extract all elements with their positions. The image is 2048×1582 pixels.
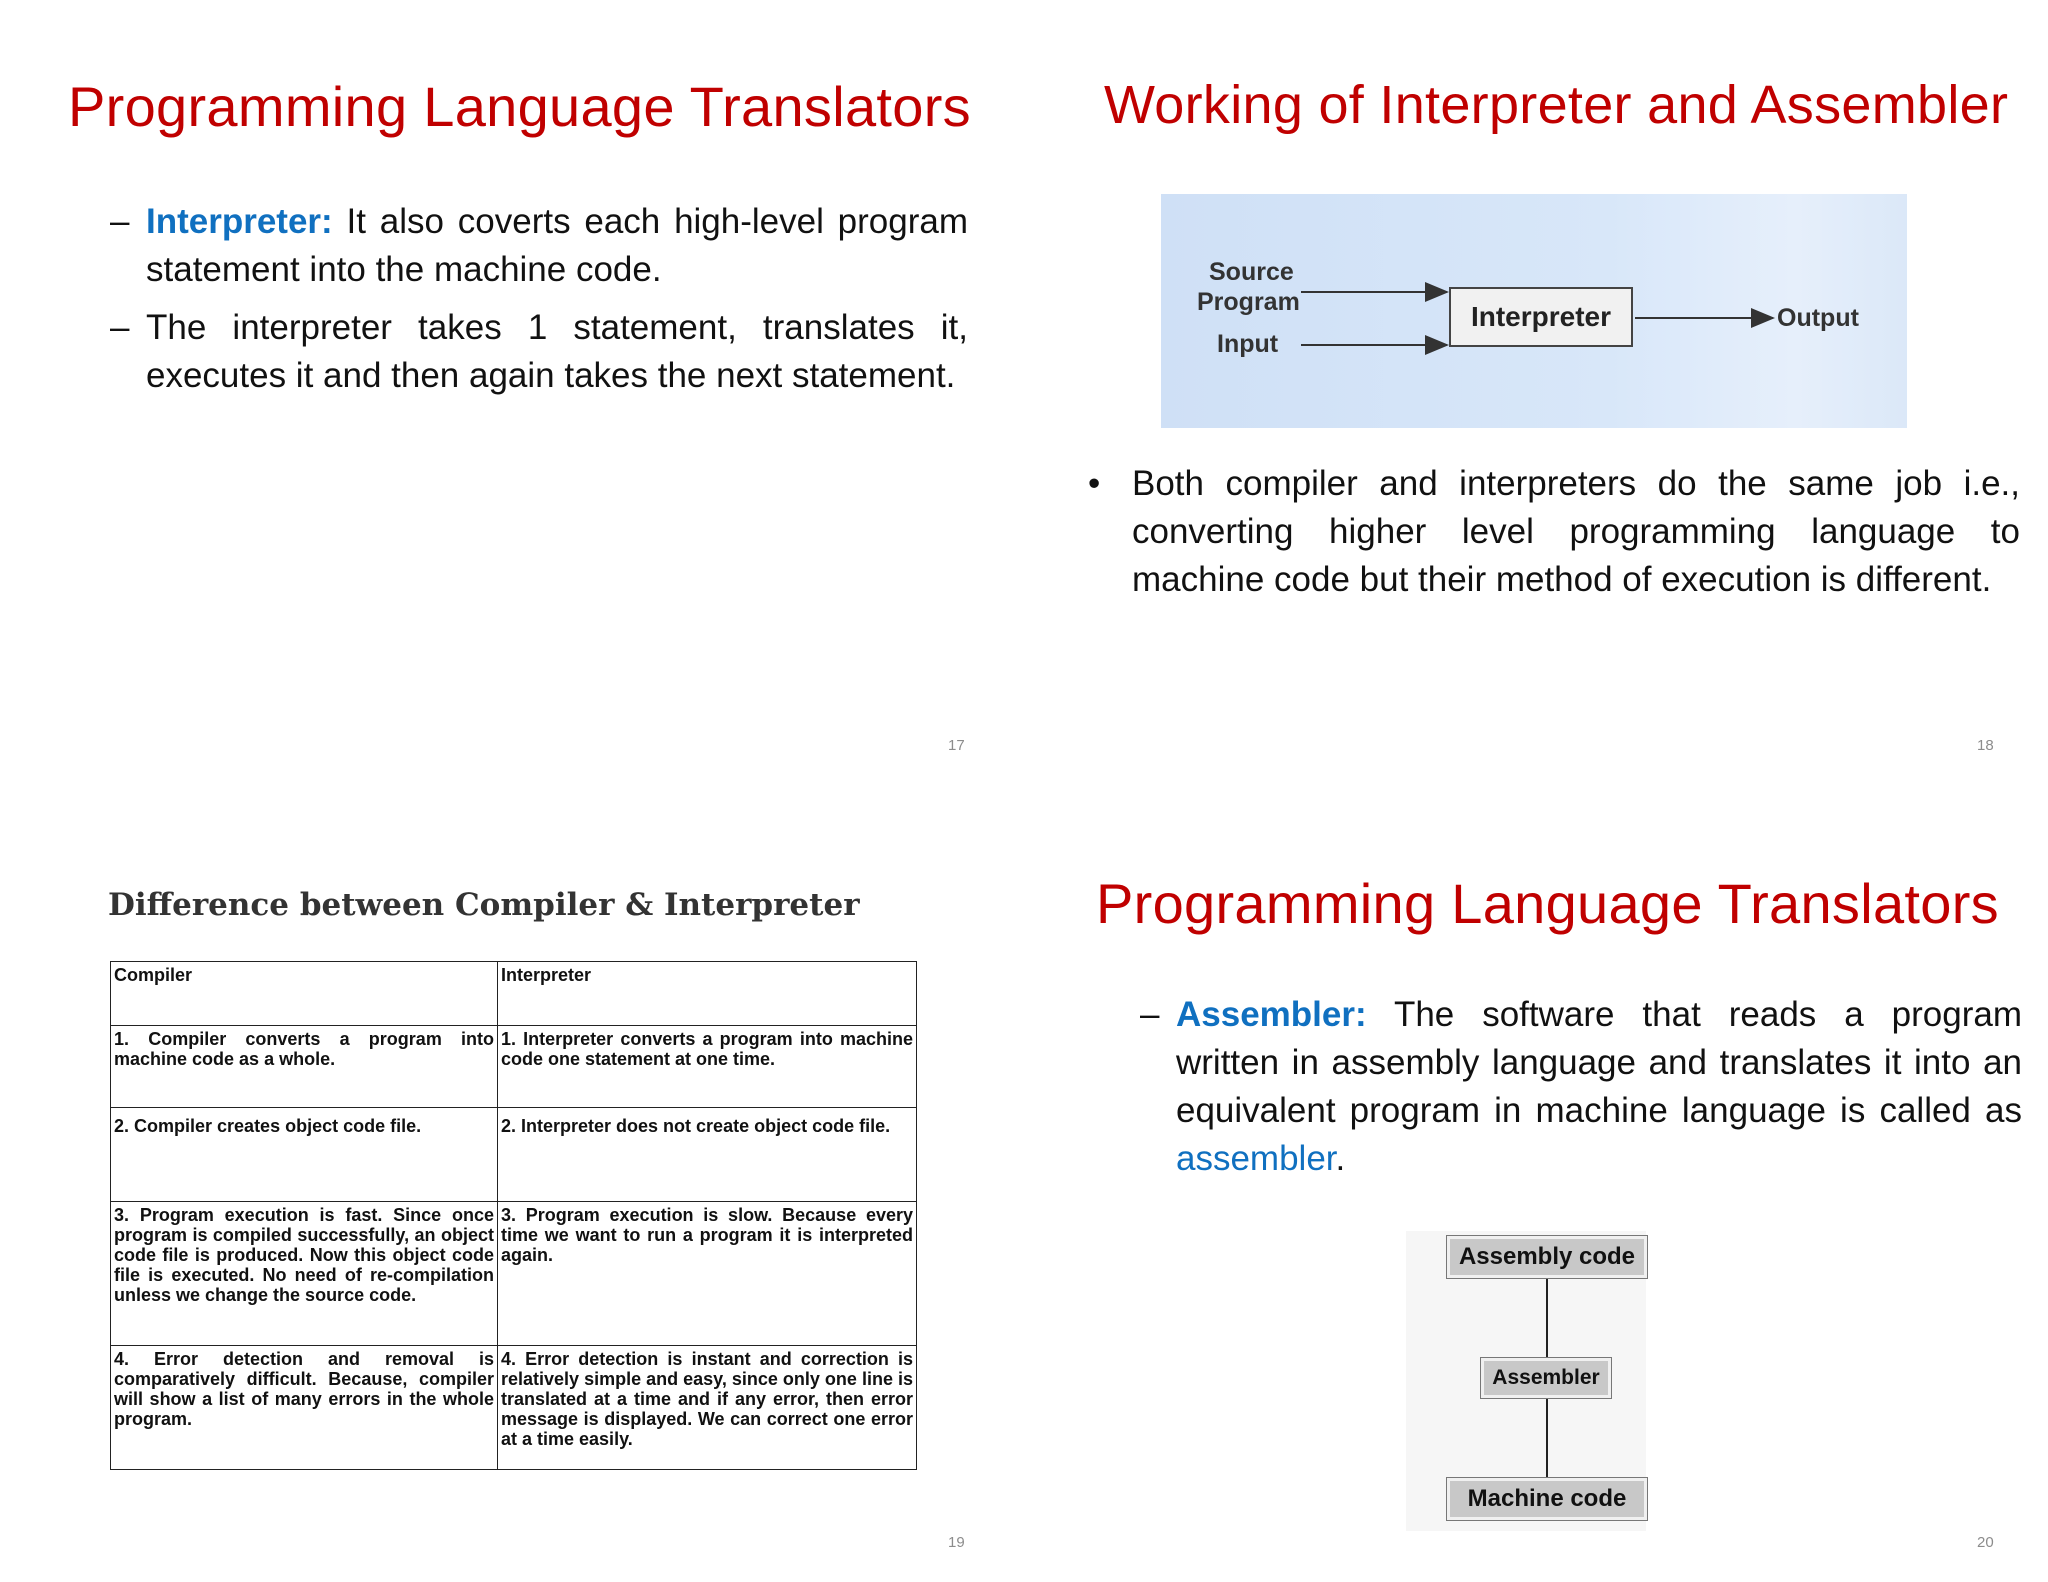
assembler-link[interactable]: assembler bbox=[1176, 1139, 1336, 1178]
item-tail: . bbox=[1335, 1139, 1346, 1178]
page-number: 17 bbox=[948, 737, 965, 754]
header-compiler: Compiler bbox=[111, 962, 498, 1026]
dash-marker: – bbox=[110, 202, 130, 241]
item-text: The software that reads a program written in assembly language and translates it into an equivalent program in machine language is called as bbox=[1176, 995, 2022, 1130]
assembler-box: Assembler bbox=[1480, 1357, 1612, 1399]
page-number: 18 bbox=[1977, 737, 1994, 754]
machine-code-box: Machine code bbox=[1446, 1477, 1648, 1521]
list-item bbox=[110, 198, 968, 294]
table-cell: 3. Program execution is fast. Since once program is compiled successfully, an object code file is produced. Now this object code file is executed. No need of re-compilation unless we change the source code. bbox=[111, 1202, 498, 1346]
slide-title: Programming Language Translators bbox=[1096, 872, 1999, 935]
item-text: It also coverts each high-level program statement into the machine code. bbox=[146, 202, 968, 289]
table-cell: 2. Compiler creates object code file. bbox=[111, 1108, 498, 1202]
dash-marker: – bbox=[1140, 995, 1160, 1034]
slide-title: Programming Language Translators bbox=[68, 75, 971, 138]
input-label: Input bbox=[1217, 330, 1279, 358]
slide-title: Working of Interpreter and Assembler bbox=[1104, 75, 2009, 135]
table-row bbox=[111, 1346, 917, 1470]
slide-body bbox=[1140, 991, 2022, 1193]
term-assembler: Assembler: bbox=[1176, 995, 1367, 1034]
table-cell: 4. Error detection and removal is comparatively difficult. Because, compiler will show a list of many errors in the whole program. bbox=[111, 1346, 498, 1470]
slide-body bbox=[110, 198, 968, 410]
table-cell: 3. Program execution is slow. Because every time we want to run a program it is interpreted again. bbox=[498, 1202, 917, 1346]
header-interpreter: Interpreter bbox=[498, 962, 917, 1026]
list-item bbox=[110, 304, 968, 400]
term-interpreter: Interpreter: bbox=[146, 202, 333, 241]
dash-marker: – bbox=[110, 308, 130, 347]
table-cell: 1. Compiler converts a program into machine code as a whole. bbox=[111, 1026, 498, 1108]
table-cell: 2. Interpreter does not create object code file. bbox=[498, 1108, 917, 1202]
list-item bbox=[1140, 991, 2022, 1183]
bullet-marker: • bbox=[1088, 464, 1101, 503]
slide-20 bbox=[1024, 791, 2048, 1582]
bullet-item bbox=[1088, 460, 2020, 604]
page-number: 19 bbox=[948, 1534, 965, 1551]
slide-17 bbox=[0, 0, 1024, 791]
table-row bbox=[111, 1108, 917, 1202]
interpreter-box: Interpreter bbox=[1449, 287, 1633, 347]
item-text: The interpreter takes 1 statement, translates it, executes it and then again takes the next statement. bbox=[146, 308, 968, 395]
table-row bbox=[111, 1026, 917, 1108]
table-cell: 4. Error detection is instant and correction is relatively simple and easy, since only one line is translated at a time and if any error, then error message is displayed. We can correct one error at a time easily. bbox=[498, 1346, 917, 1470]
page-number: 20 bbox=[1977, 1534, 1994, 1551]
connector-line bbox=[1546, 1279, 1548, 1357]
assembly-code-box: Assembly code bbox=[1446, 1235, 1648, 1279]
table-heading: Difference between Compiler & Interpreter bbox=[108, 887, 860, 923]
slide-18 bbox=[1024, 0, 2048, 791]
comparison-table bbox=[110, 961, 917, 1470]
source-label: Source bbox=[1209, 258, 1294, 286]
slide-19 bbox=[0, 791, 1024, 1582]
table-row bbox=[111, 1202, 917, 1346]
table-cell: 1. Interpreter converts a program into machine code one statement at one time. bbox=[498, 1026, 917, 1108]
bullet-text: Both compiler and interpreters do the same job i.e., converting higher level programming language to machine code but their method of execution is different. bbox=[1132, 464, 2020, 599]
slide-body bbox=[1088, 460, 2020, 604]
program-label: Program bbox=[1197, 288, 1300, 316]
connector-line bbox=[1546, 1399, 1548, 1477]
table-header-row bbox=[111, 962, 917, 1026]
assembler-diagram bbox=[1406, 1231, 1646, 1531]
output-label: Output bbox=[1777, 304, 1859, 332]
interpreter-diagram bbox=[1161, 194, 1907, 428]
